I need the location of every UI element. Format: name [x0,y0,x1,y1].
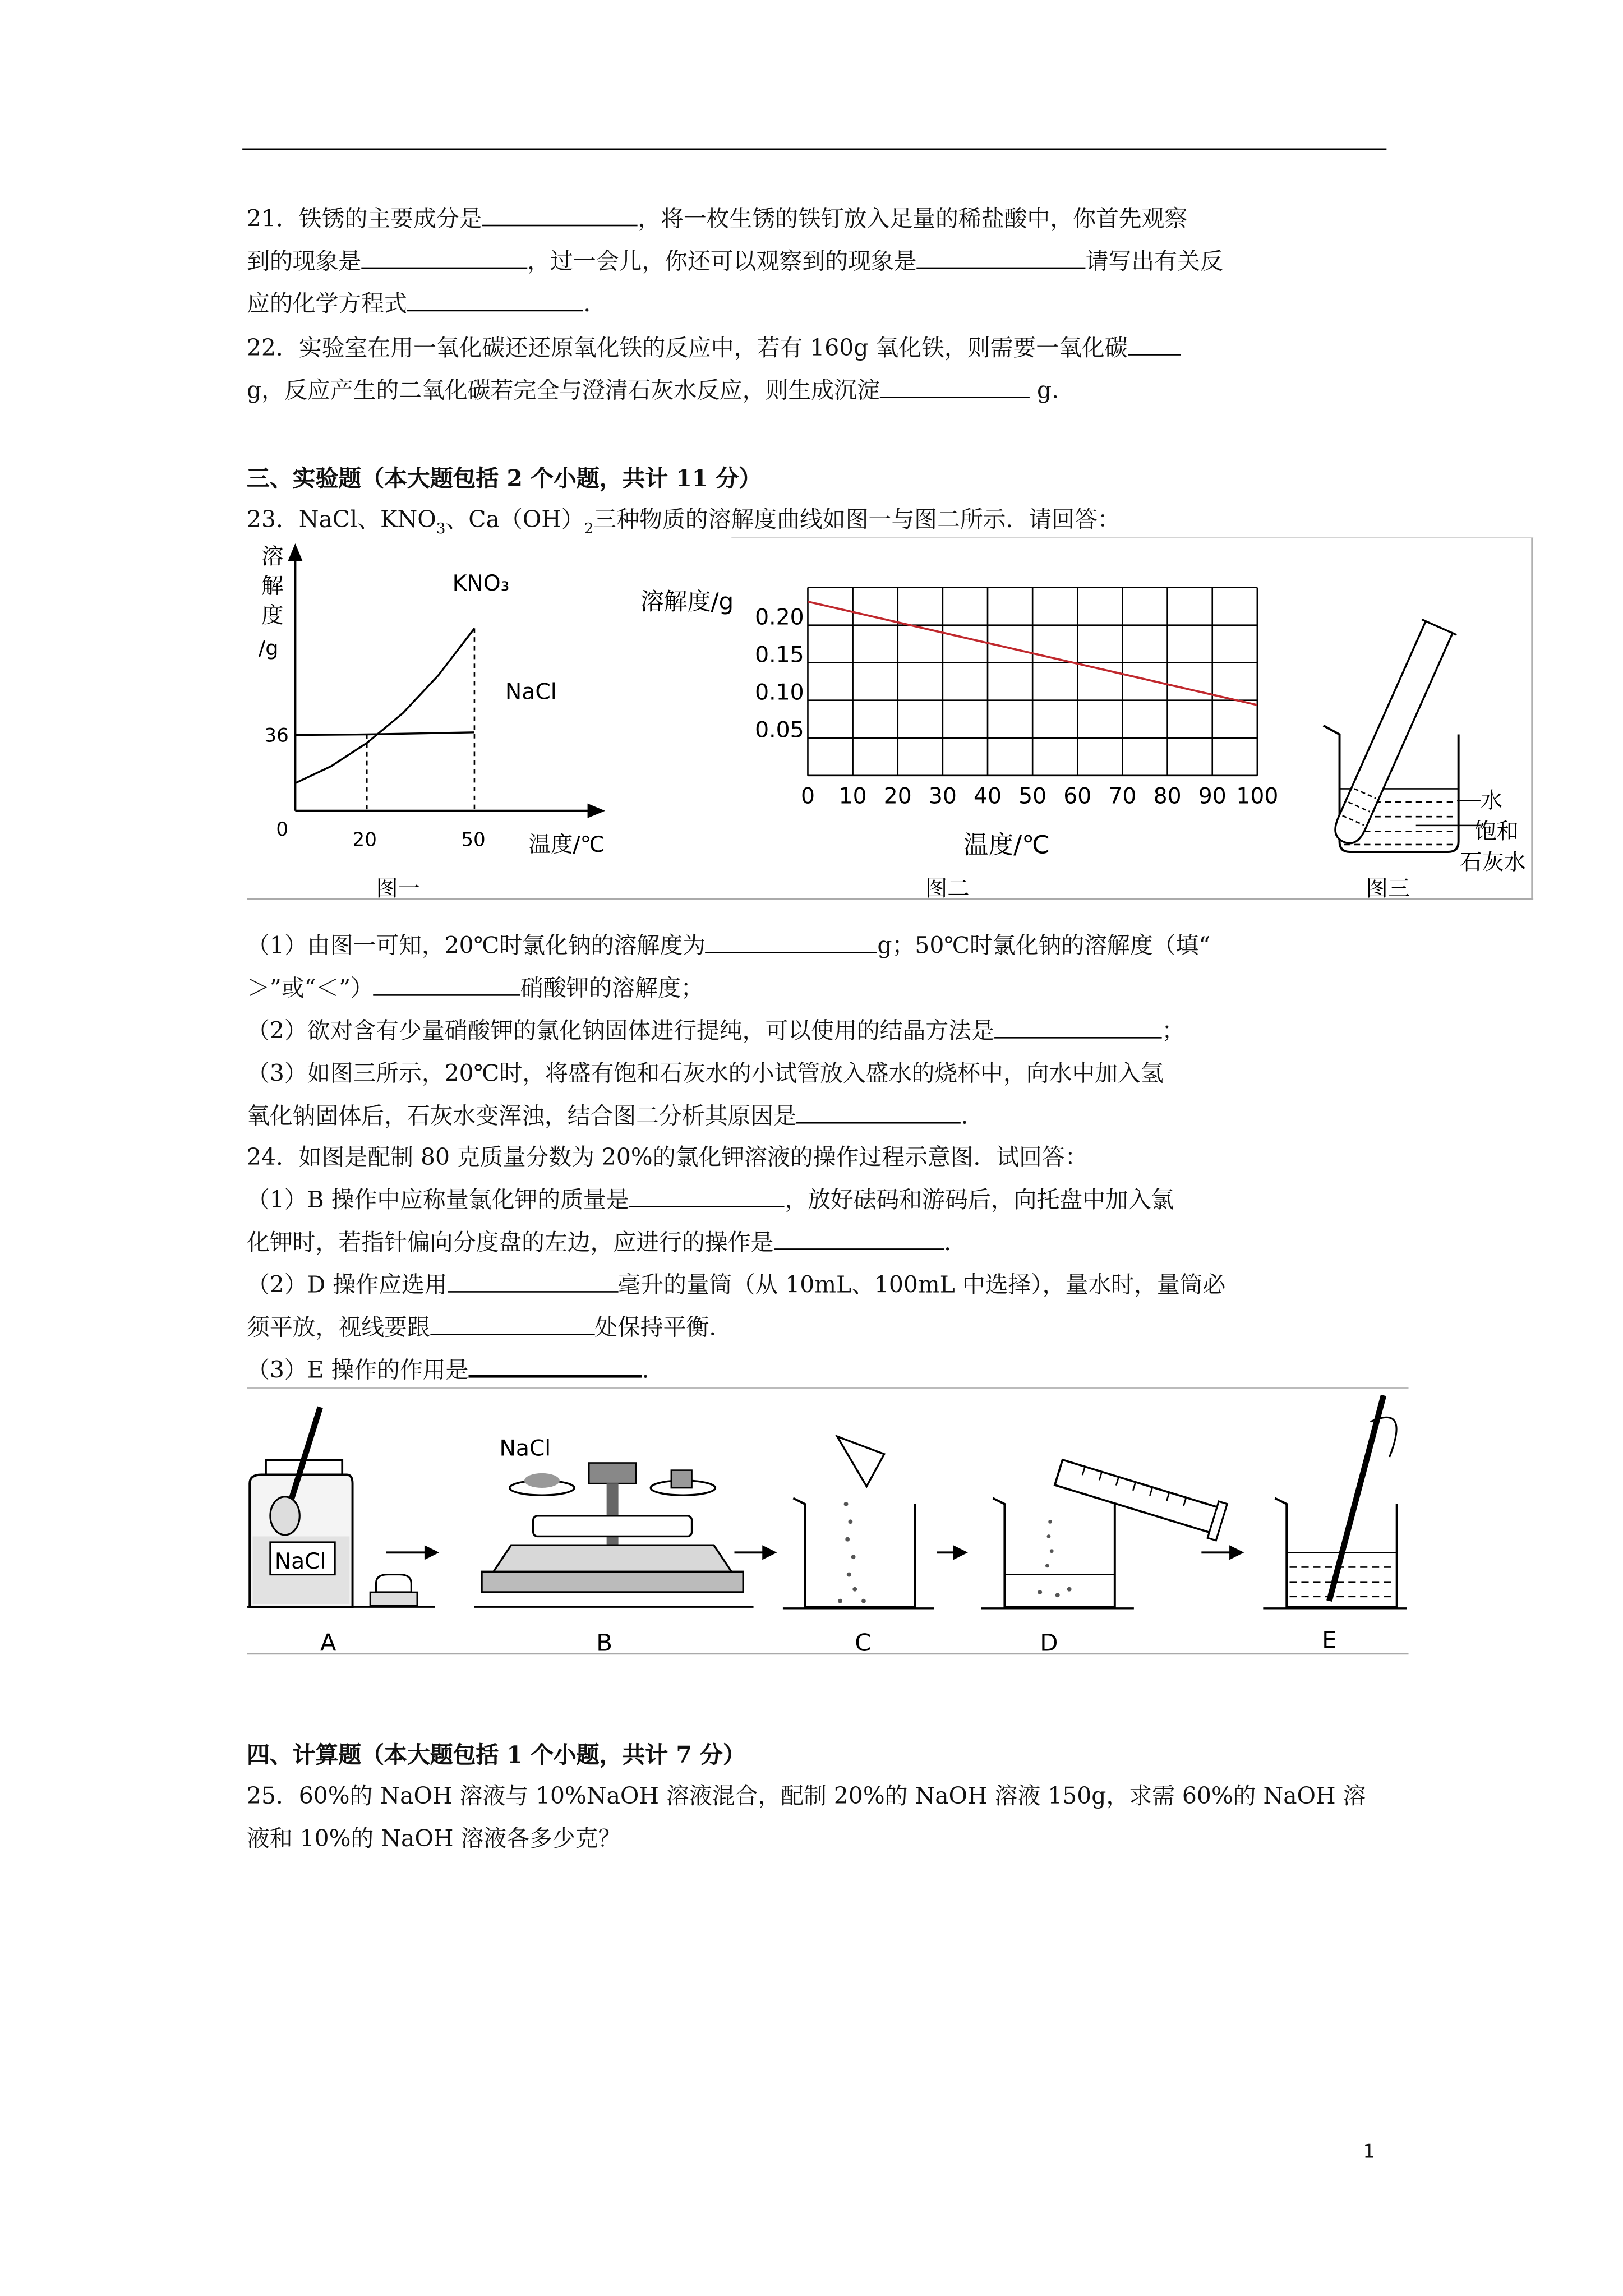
q24-text: （2）D 操作应选用 [246,1272,448,1299]
y-axis-label: 溶 [261,544,284,570]
falling-crystals [838,1502,866,1603]
q23-text: g；50℃时氯化钠的溶解度（填“ [877,933,1211,960]
x-tick-label: 40 [974,783,1002,809]
x-tick-labels [801,784,1278,809]
x-tick-label: 90 [1198,783,1227,809]
q24-text: ，放好砝码和游码后，向托盘中加入氯 [785,1187,1174,1214]
answer-blank[interactable] [917,242,1086,269]
question-22 [247,328,1386,413]
answer-blank[interactable] [448,1266,618,1293]
q21-text: 21．铁锈的主要成分是 [246,205,482,232]
answer-blank[interactable] [1128,329,1181,356]
q21-text: 请写出有关反 [1085,248,1223,275]
q22-text: g，反应产生的二氧化碳若完全与澄清石灰水反应，则生成沉淀 [246,377,880,404]
step-label-d: D [1040,1629,1058,1657]
q22-text: 22．实验室在用一氧化碳还还原氧化铁的反应中，若有 160g 氧化铁，则需要一氧化碳 [246,335,1128,362]
page-number: 1 [1363,2141,1376,2164]
limewater-label: 石灰水 [1460,850,1527,875]
answer-blank[interactable] [374,970,520,996]
chart-grid [808,588,1257,776]
question-21 [247,199,1386,326]
subscript: 2 [584,522,594,538]
answer-blank[interactable] [706,927,877,953]
x-axis-label: 温度/℃ [528,832,605,858]
q25-text: 液和 10%的 NaOH 溶液各多少克？ [246,1825,621,1852]
step-label-e: E [1322,1626,1337,1654]
step-d-beaker-cylinder [981,1454,1227,1608]
q21-text: ，过一会儿，你还可以观察到的现象是 [527,248,917,275]
q23-text: （1）由图一可知，20℃时氯化钠的溶解度为 [246,933,706,960]
answer-blank[interactable] [407,285,583,311]
step-c-beaker [783,1436,934,1608]
procedure-figure [247,1386,1409,1662]
x-tick-label: 10 [838,783,867,809]
q24-text: 24．如图是配制 80 克质量分数为 20%的氯化钾溶液的操作过程示意图．试回答： [246,1144,1088,1171]
question-25 [247,1776,1386,1861]
q23-text: 氧化钠固体后，石灰水变浑浊，结合图二分析其原因是 [246,1103,797,1130]
header-rule [242,149,1386,150]
x-axis-label: 温度/℃ [963,831,1050,860]
x-tick-label: 60 [1063,783,1092,809]
x-tick-0: 0 [276,818,289,841]
x-tick-20: 20 [352,828,377,851]
y-axis-label: 度 [261,603,284,629]
answer-blank[interactable] [773,1224,944,1250]
q24-text: （1）B 操作中应称量氯化钾的质量是 [246,1187,629,1214]
figure-3 [1324,619,1526,901]
subscript: 3 [436,522,446,538]
x-tick-50: 50 [461,828,486,851]
step-e-stirring [1263,1395,1407,1608]
answer-blank[interactable] [430,1309,594,1335]
nacl-label: NaCl [505,679,557,705]
answer-blank[interactable] [361,242,527,269]
q23-text: 硝酸钾的溶解度； [520,975,704,1002]
answer-blank[interactable] [482,200,638,226]
section-3-heading: 三、实验题（本大题包括 2 个小题，共计 11 分） [246,464,762,492]
q24-text: 须平放，视线要跟 [246,1315,430,1341]
question-23-parts [247,925,1386,1138]
q24-text: 毫升的量筒（从 10mL、100mL 中选择），量水时，量筒必 [617,1272,1226,1299]
answer-blank[interactable] [796,1097,961,1123]
y-tick-label: 0.05 [755,717,804,743]
q23-text: 、Ca（OH） [445,506,584,533]
answer-blank[interactable] [469,1350,642,1378]
section-4-heading: 四、计算题（本大题包括 1 个小题，共计 7 分） [246,1740,746,1769]
step-label-b: B [596,1629,613,1657]
q21-text: 到的现象是 [246,248,362,275]
q23-text: 23．NaCl、KNO [246,506,436,533]
step-label-c: C [855,1629,872,1657]
y-axis-label: 溶解度/g [640,587,734,615]
q24-text: （3）E 操作的作用是 [246,1357,469,1384]
solubility-figures [247,538,1533,902]
q23-text: （2）欲对含有少量硝酸钾的氯化钠固体进行提纯，可以使用的结晶方法是 [246,1017,994,1045]
x-tick-label: 20 [883,783,912,809]
figure-3-caption: 图三 [1366,876,1410,902]
x-tick-label: 50 [1018,783,1047,809]
x-tick-label: 30 [928,783,957,809]
answer-blank[interactable] [994,1012,1162,1038]
figure-2-caption: 图二 [925,876,970,902]
step-b-balance [474,1436,754,1607]
jar-label: NaCl [274,1549,326,1575]
q22-text: g. [1029,377,1059,404]
figure-2 [640,588,1278,902]
x-tick-label: 70 [1108,783,1137,809]
y-tick-36: 36 [264,724,289,747]
step-label-a: A [320,1629,336,1657]
y-tick-labels [755,605,804,743]
figure-1 [259,543,605,902]
q24-text: 处保持平衡. [594,1315,717,1341]
water-stream [1038,1520,1071,1597]
y-axis-label: /g [258,636,279,661]
q21-text: . [583,291,591,317]
y-tick-label: 0.15 [755,642,804,668]
q24-text: . [642,1357,649,1384]
step-a-reagent-jar [247,1407,435,1607]
q23-text: ＞”或“＜”） [246,975,374,1002]
water-label: 水 [1480,788,1503,814]
test-tube [1326,619,1457,850]
q21-text: 应的化学方程式 [246,291,407,317]
q23-text: . [961,1103,969,1130]
y-axis-arrow [288,543,302,561]
q23-text: 三种物质的溶解度曲线如图一与图二所示．请回答： [593,506,1121,533]
x-tick-label: 100 [1236,783,1279,809]
y-axis-label: 解 [261,574,284,600]
x-tick-label: 80 [1153,783,1182,809]
kno3-label: KNO₃ [452,570,510,596]
y-tick-label: 0.10 [755,680,804,706]
q24-text: . [944,1229,952,1256]
measuring-cylinder [1053,1454,1227,1541]
answer-blank[interactable] [629,1181,785,1207]
q23-text: （3）如图三所示，20℃时，将盛有饱和石灰水的小试管放入盛水的烧杯中，向水中加入氢 [246,1060,1164,1087]
q25-text: 25．60%的 NaOH 溶液与 10%NaOH 溶液混合，配制 20%的 NaOH 溶液 150g，求需 60%的 NaOH 溶 [246,1783,1366,1810]
x-tick-label: 0 [800,783,815,809]
q24-text: 化钾时，若指针偏向分度盘的左边，应进行的操作是 [246,1229,774,1256]
question-24 [247,1137,1386,1393]
answer-blank[interactable] [880,372,1030,398]
y-tick-label: 0.20 [755,605,804,630]
figure-1-caption: 图一 [376,876,421,902]
q21-text: ，将一枚生锈的铁钉放入足量的稀盐酸中，你首先观察 [638,205,1188,232]
x-axis-arrow [588,804,605,818]
balance-label: NaCl [499,1436,551,1461]
saturated-label: 饱和 [1474,819,1519,845]
q23-text: ； [1161,1017,1185,1045]
kno3-curve [295,628,474,783]
